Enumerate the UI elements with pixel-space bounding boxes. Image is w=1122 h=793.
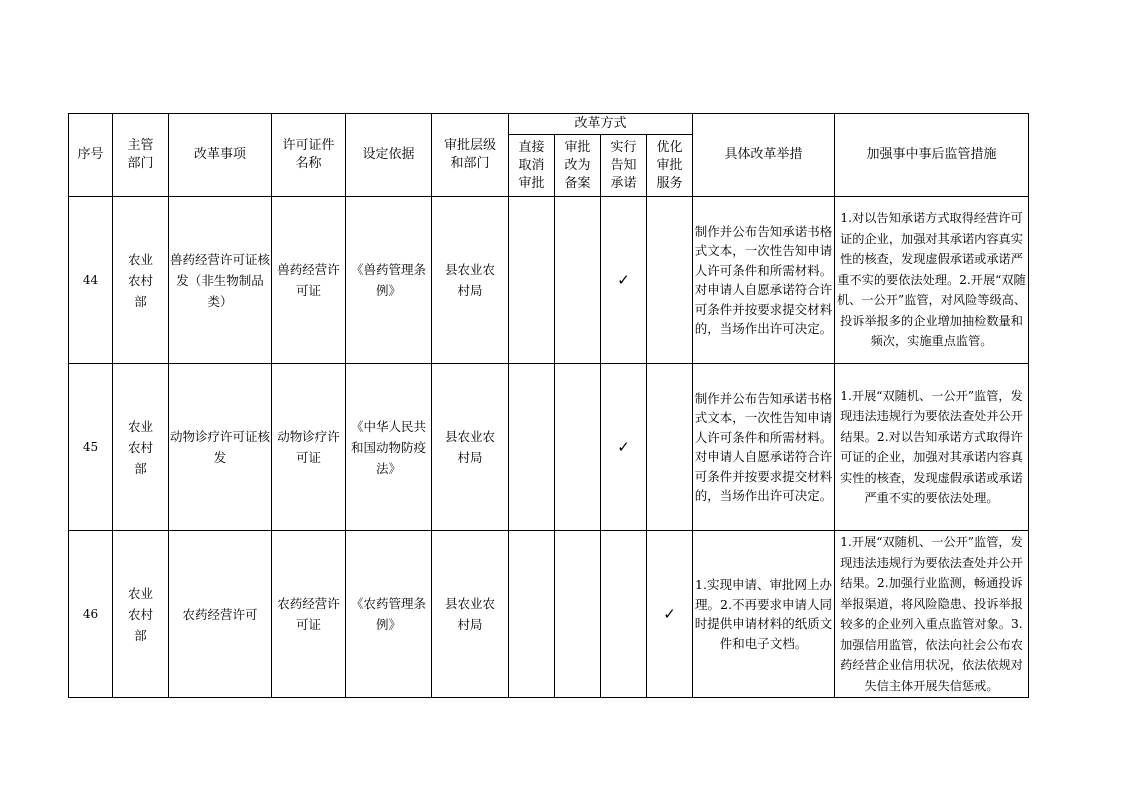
- row-mode-cancel: [509, 197, 555, 364]
- row-mode-cancel: [509, 531, 555, 698]
- row-supervision: 1.开展“双随机、一公开”监管，发现违法违规行为要依法查处并公开结果。2.加强行业监测，畅通投诉举报渠道，将风险隐患、投诉举报较多的企业列入重点监管对象。3.加强信用监管，依法向社会公布农药经营企业信用状况，依法依规对失信主体开展失信惩戒。: [835, 531, 1029, 698]
- row-item: 农药经营许可: [169, 531, 272, 698]
- header-seq: 序号: [69, 114, 113, 197]
- row-approval-level-text: 县农业农村局: [444, 262, 495, 298]
- row-item: 动物诊疗许可证核发: [169, 364, 272, 531]
- row-supervision: 1.对以告知承诺方式取得经营许可证的企业，加强对其承诺内容真实性的核查，发现虚假承诺或承诺严重不实的要依法处理。2.开展“双随机、一公开”监管，对风险等级高、投诉举报多的企业增加抽检数量和频次，实施重点监管。: [835, 197, 1029, 364]
- row-license-name: 兽药经营许可证: [272, 197, 346, 364]
- row-approval-level-text: 县农业农村局: [444, 429, 495, 465]
- header-measures: 具体改革举措: [693, 114, 835, 197]
- row-mode-commit: [601, 531, 647, 698]
- row-mode-commit-check-icon: ✓: [601, 364, 647, 531]
- header-license-name: [272, 114, 346, 197]
- row-mode-filing: [555, 364, 601, 531]
- header-mode-optimize-text: 优化审批服务: [656, 139, 683, 191]
- row-dept-text: 农业农村部: [127, 251, 153, 309]
- row-license-name: 农药经营许可证: [272, 531, 346, 698]
- header-dept: [113, 114, 169, 197]
- header-basis: 设定依据: [346, 114, 432, 197]
- header-mode-filing-text: 审批改为备案: [564, 139, 591, 191]
- table-row: [69, 197, 1029, 364]
- header-reform-mode: 改革方式: [509, 114, 693, 135]
- row-approval-level: [432, 197, 509, 364]
- row-basis: 《农药管理条例》: [346, 531, 432, 698]
- row-measures: 制作并公布告知承诺书格式文本，一次性告知申请人许可条件和所需材料。对申请人自愿承诺符合许可条件并按要求提交材料的，当场作出许可决定。: [693, 364, 835, 531]
- row-mode-commit-check-icon: ✓: [601, 197, 647, 364]
- header-mode-cancel-text: 直接取消审批: [518, 139, 545, 191]
- row-mode-optimize-check-icon: ✓: [647, 531, 693, 698]
- row-mode-optimize: [647, 364, 693, 531]
- header-dept-text: 主管部门: [127, 138, 154, 171]
- row-item: 兽药经营许可证核发（非生物制品类）: [169, 197, 272, 364]
- header-mode-commit: [601, 135, 647, 197]
- row-seq: 45: [69, 364, 113, 531]
- row-mode-optimize: [647, 197, 693, 364]
- row-seq: 46: [69, 531, 113, 698]
- reform-table: [68, 113, 1029, 698]
- row-dept-text: 农业农村部: [127, 585, 153, 643]
- row-mode-filing: [555, 531, 601, 698]
- header-approval-level: [432, 114, 509, 197]
- row-mode-cancel: [509, 364, 555, 531]
- header-mode-cancel: [509, 135, 555, 197]
- header-approval-level-text: 审批层级和部门: [443, 138, 496, 171]
- header-mode-commit-text: 实行告知承诺: [610, 139, 637, 191]
- header-item: 改革事项: [169, 114, 272, 197]
- row-license-name: 动物诊疗许可证: [272, 364, 346, 531]
- row-dept: [113, 197, 169, 364]
- table-row: [69, 364, 1029, 531]
- header-license-name-text: 许可证件名称: [282, 138, 335, 171]
- header-mode-filing: [555, 135, 601, 197]
- header-mode-optimize: [647, 135, 693, 197]
- row-mode-filing: [555, 197, 601, 364]
- row-supervision: 1.开展“双随机、一公开”监管，发现违法违规行为要依法查处并公开结果。2.对以告知承诺方式取得许可证的企业，加强对其承诺内容真实性的核查，发现虚假承诺或承诺严重不实的要依法处理。: [835, 364, 1029, 531]
- row-approval-level: [432, 531, 509, 698]
- row-dept: [113, 531, 169, 698]
- row-measures: 制作并公布告知承诺书格式文本，一次性告知申请人许可条件和所需材料。对申请人自愿承诺符合许可条件并按要求提交材料的，当场作出许可决定。: [693, 197, 835, 364]
- row-approval-level-text: 县农业农村局: [444, 596, 495, 632]
- table-row: [69, 531, 1029, 698]
- row-basis: 《中华人民共和国动物防疫法》: [346, 364, 432, 531]
- row-seq: 44: [69, 197, 113, 364]
- header-supervision: 加强事中事后监管措施: [835, 114, 1029, 197]
- row-dept: [113, 364, 169, 531]
- row-dept-text: 农业农村部: [127, 418, 153, 476]
- row-approval-level: [432, 364, 509, 531]
- row-basis: 《兽药管理条例》: [346, 197, 432, 364]
- row-measures: 1.实现申请、审批网上办理。2.不再要求申请人同时提供申请材料的纸质文件和电子文档。: [693, 531, 835, 698]
